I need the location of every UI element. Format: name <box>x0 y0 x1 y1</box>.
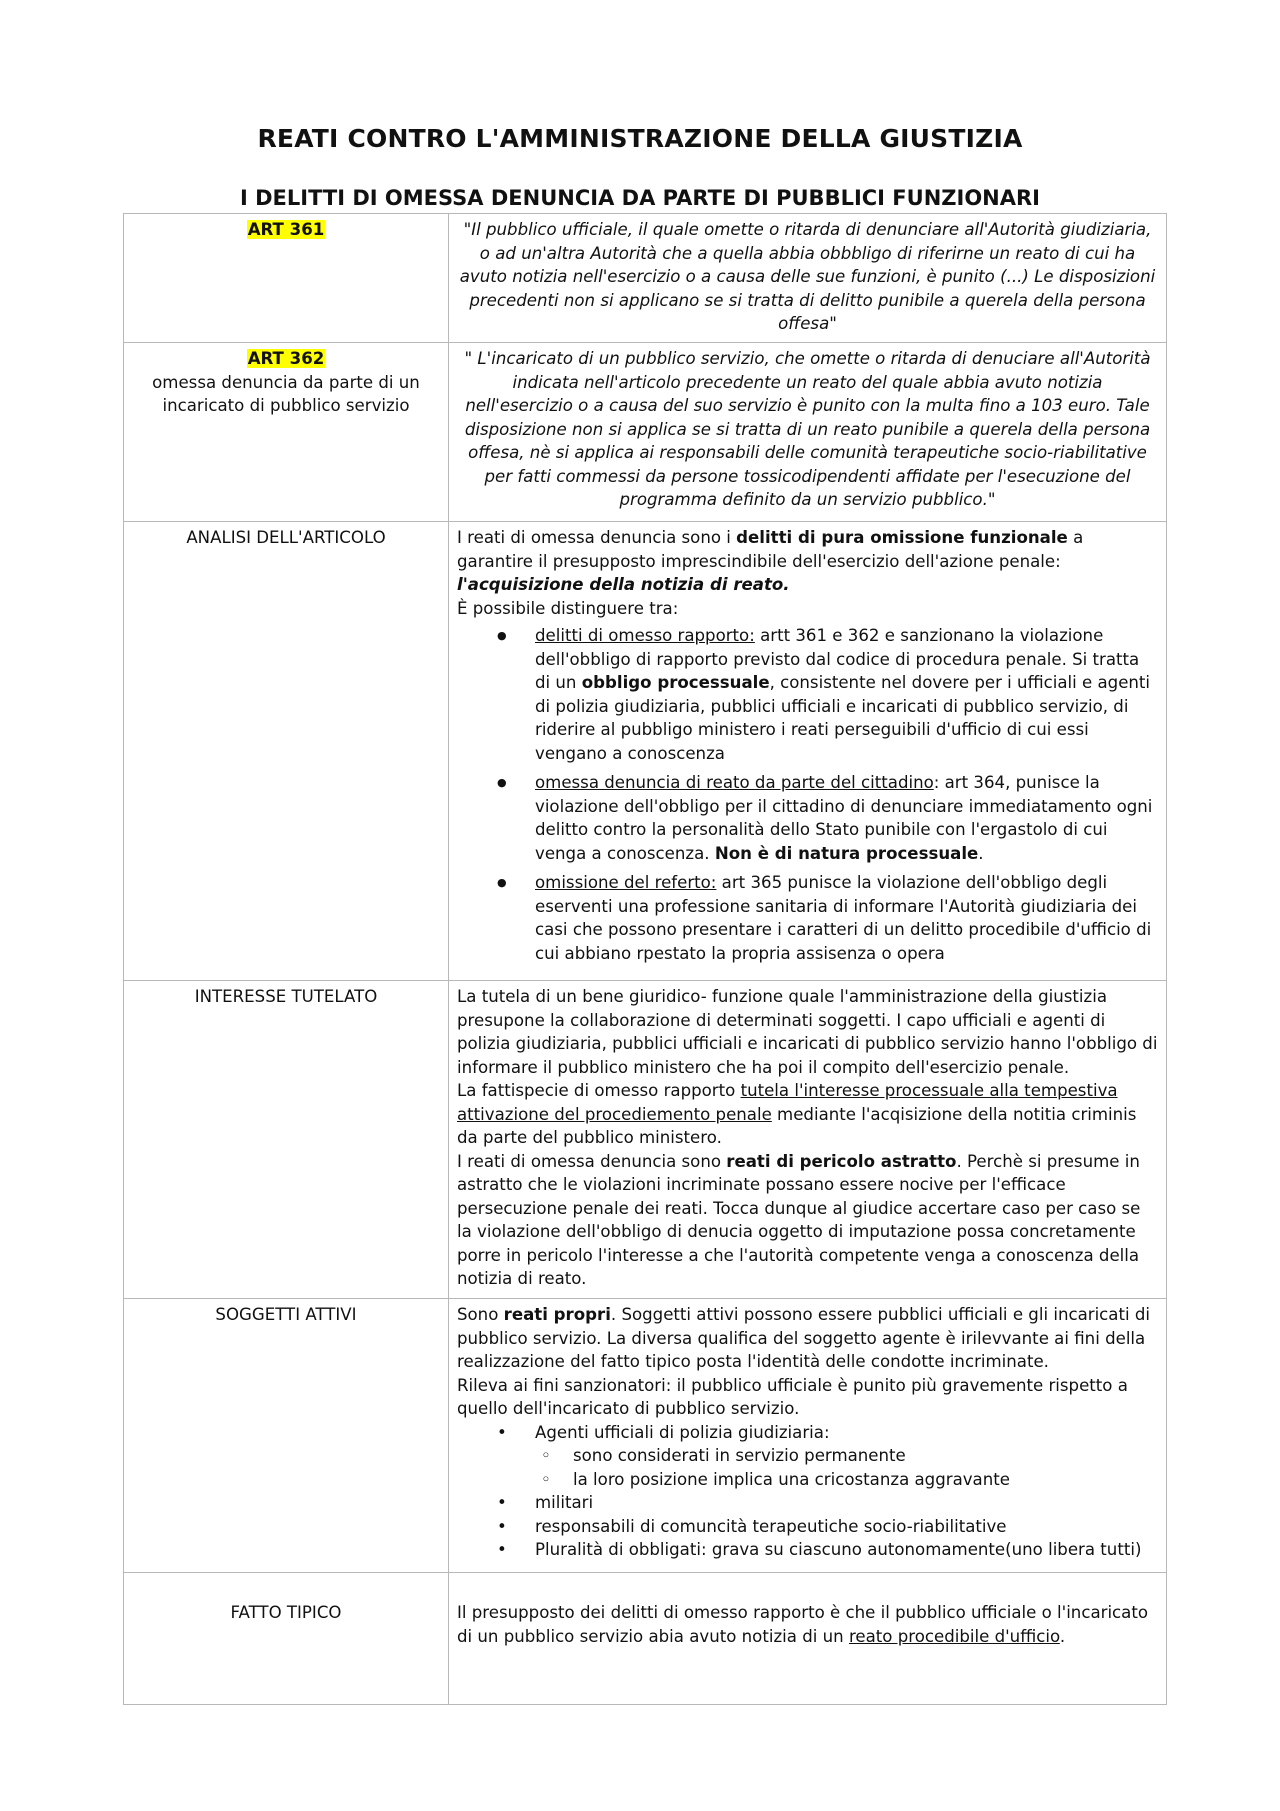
row-label-cell <box>124 343 449 522</box>
interesse-label: INTERESSE TUTELATO <box>124 981 449 1299</box>
list-item: ◦ la loro posizione implica una cricostanza aggravante <box>573 1468 1158 1492</box>
list-item: ◦ sono considerati in servizio permanente <box>573 1444 1158 1468</box>
analisi-label: ANALISI DELL'ARTICOLO <box>124 522 449 981</box>
notes-table <box>123 213 1167 1705</box>
fatto-label: FATTO TIPICO <box>124 1573 449 1705</box>
analisi-intro: I reati di omessa denuncia sono i delitti di pura omissione funzionale a garantire il presupposto imprescindibile dell'esercizio dell'azione penale: l'acquisizione della notizia di reato. <box>457 528 1084 594</box>
interesse-p3: I reati di omessa denuncia sono reati di pericolo astratto. Perchè si presume in astratto che le violazioni incriminate possano essere nocive per l'efficace persecuzione penale dei reati. Tocca dunque al giudice accertare caso per caso se la violazione dell'obbligo di denucia oggetto di imputazione possa concretamente porre in pericolo l'interesse a che l'autorità competente venga a conoscenza della notizia di reato. <box>457 1151 1141 1288</box>
soggetti-list <box>457 1421 1158 1562</box>
sub-list <box>535 1444 1158 1491</box>
list-item: • Pluralità di obbligati: grava su ciascuno autonomamente(uno libera tutti) <box>535 1538 1158 1562</box>
interesse-p1: La tutela di un bene giuridico- funzione quale l'amministrazione della giustizia presupone la collaborazione di determinati soggetti. I capo ufficiali e agenti di polizia giudiziaria, pubblici ufficiali e incaricati di pubblico servizio hanno l'obbligo di informare il pubblico ministero che ha poi il compito dell'esercizio penale. <box>457 987 1158 1077</box>
list-item: • responsabili di comuncità terapeutiche socio-riabilitative <box>535 1515 1158 1539</box>
art-362-subtitle: omessa denuncia da parte di un incaricato di pubblico servizio <box>152 372 420 415</box>
art-361-text: "Il pubblico ufficiale, il quale omette o ritarda di denunciare all'Autorità giudiziaria, o ad un'altra Autorità che a quella abbia obbbligo di riferirne un reato di cui ha avuto notizia nell'esercizio o a causa delle sue funzioni, è punito (...) Le disposizioni precedenti non si applicano se si tratta di delitto punibile a querela della persona offesa" <box>449 214 1167 343</box>
art-362-label: ART 362 <box>247 349 325 368</box>
soggetti-content <box>449 1299 1167 1573</box>
row-analisi <box>124 522 1167 981</box>
art-362-text: " L'incaricato di un pubblico servizio, che omette o ritarda di denuciare all'Autorità indicata nell'articolo precedente un reato del quale abbia avuto notizia nell'esercizio o a causa del suo servizio è punito con la multa fino a 103 euro. Tale disposizione non si applica se si tratta di un reato punibile a querela della persona offesa, nè si applica ai responsabili delle comunità terapeutiche socio-riabilitative per fatti commessi da persone tossicodipendenti affidate per l'esecuzione del programma definito da un servizio pubblico." <box>449 343 1167 522</box>
list-item: • militari <box>535 1491 1158 1515</box>
row-label-cell <box>124 214 449 343</box>
list-item: ● omissione del referto: art 365 punisce la violazione dell'obbligo degli eserventi una professione sanitaria di informare l'Autorità giudiziaria dei casi che possono presentare i caratteri di un delitto procedibile d'ufficio di cui abbiano rpestato la propria assisenza o opera <box>535 871 1158 965</box>
row-interesse <box>124 981 1167 1299</box>
fatto-content <box>449 1573 1167 1705</box>
list-item: • Agenti ufficiali di polizia giudiziaria: ◦ sono considerati in servizio permanente ◦ la loro posizione implica una cricostanza aggravante <box>535 1421 1158 1492</box>
analisi-content <box>449 522 1167 981</box>
analisi-distinguish: È possibile distinguere tra: <box>457 598 679 618</box>
analisi-list <box>457 624 1158 965</box>
list-item: ● delitti di omesso rapporto: artt 361 e 362 e sanzionano la violazione dell'obbligo di rapporto previsto dal codice di procedura penale. Si tratta di un obbligo processuale, consistente nel dovere per i ufficiali e agenti di polizia giudiziaria, pubblici ufficiali e incaricati di pubblico servizio, di riderire al pubbligo ministero i reati perseguibili d'ufficio di cui essi vengano a conoscenza <box>535 624 1158 765</box>
soggetti-label: SOGGETTI ATTIVI <box>124 1299 449 1573</box>
interesse-content <box>449 981 1167 1299</box>
soggetti-p2: Rileva ai fini sanzionatori: il pubblico ufficiale è punito più gravemente rispetto a quello dell'incaricato di pubblico servizio. <box>457 1375 1128 1418</box>
section-title: I DELITTI DI OMESSA DENUNCIA DA PARTE DI PUBBLICI FUNZIONARI <box>240 186 1040 210</box>
list-item: ● omessa denuncia di reato da parte del cittadino: art 364, punisce la violazione dell'obbligo per il cittadino di denunciare immediatamento ogni delitto contro la personalità dello Stato punibile con l'ergastolo di cui venga a conoscenza. Non è di natura processuale. <box>535 771 1158 865</box>
fatto-text: Il presupposto dei delitti di omesso rapporto è che il pubblico ufficiale o l'incaricato di un pubblico servizio abia avuto notizia di un reato procedibile d'ufficio. <box>457 1603 1148 1646</box>
soggetti-p1: Sono reati propri. Soggetti attivi possono essere pubblici ufficiali e gli incaricati di pubblico servizio. La diversa qualifica del soggetto agente è irilevvante ai fini della realizzazione del fatto tipico posta l'identità delle condotte incriminate. <box>457 1305 1151 1371</box>
row-art-362 <box>124 343 1167 522</box>
row-art-361 <box>124 214 1167 343</box>
row-soggetti <box>124 1299 1167 1573</box>
row-fatto <box>124 1573 1167 1705</box>
page-title: REATI CONTRO L'AMMINISTRAZIONE DELLA GIUSTIZIA <box>257 124 1023 153</box>
interesse-p2: La fattispecie di omesso rapporto tutela l'interesse processuale alla tempestiva attivazione del procediemento penale mediante l'acqisizione della notitia criminis da parte del pubblico ministero. <box>457 1081 1137 1147</box>
art-361-label: ART 361 <box>247 220 325 239</box>
